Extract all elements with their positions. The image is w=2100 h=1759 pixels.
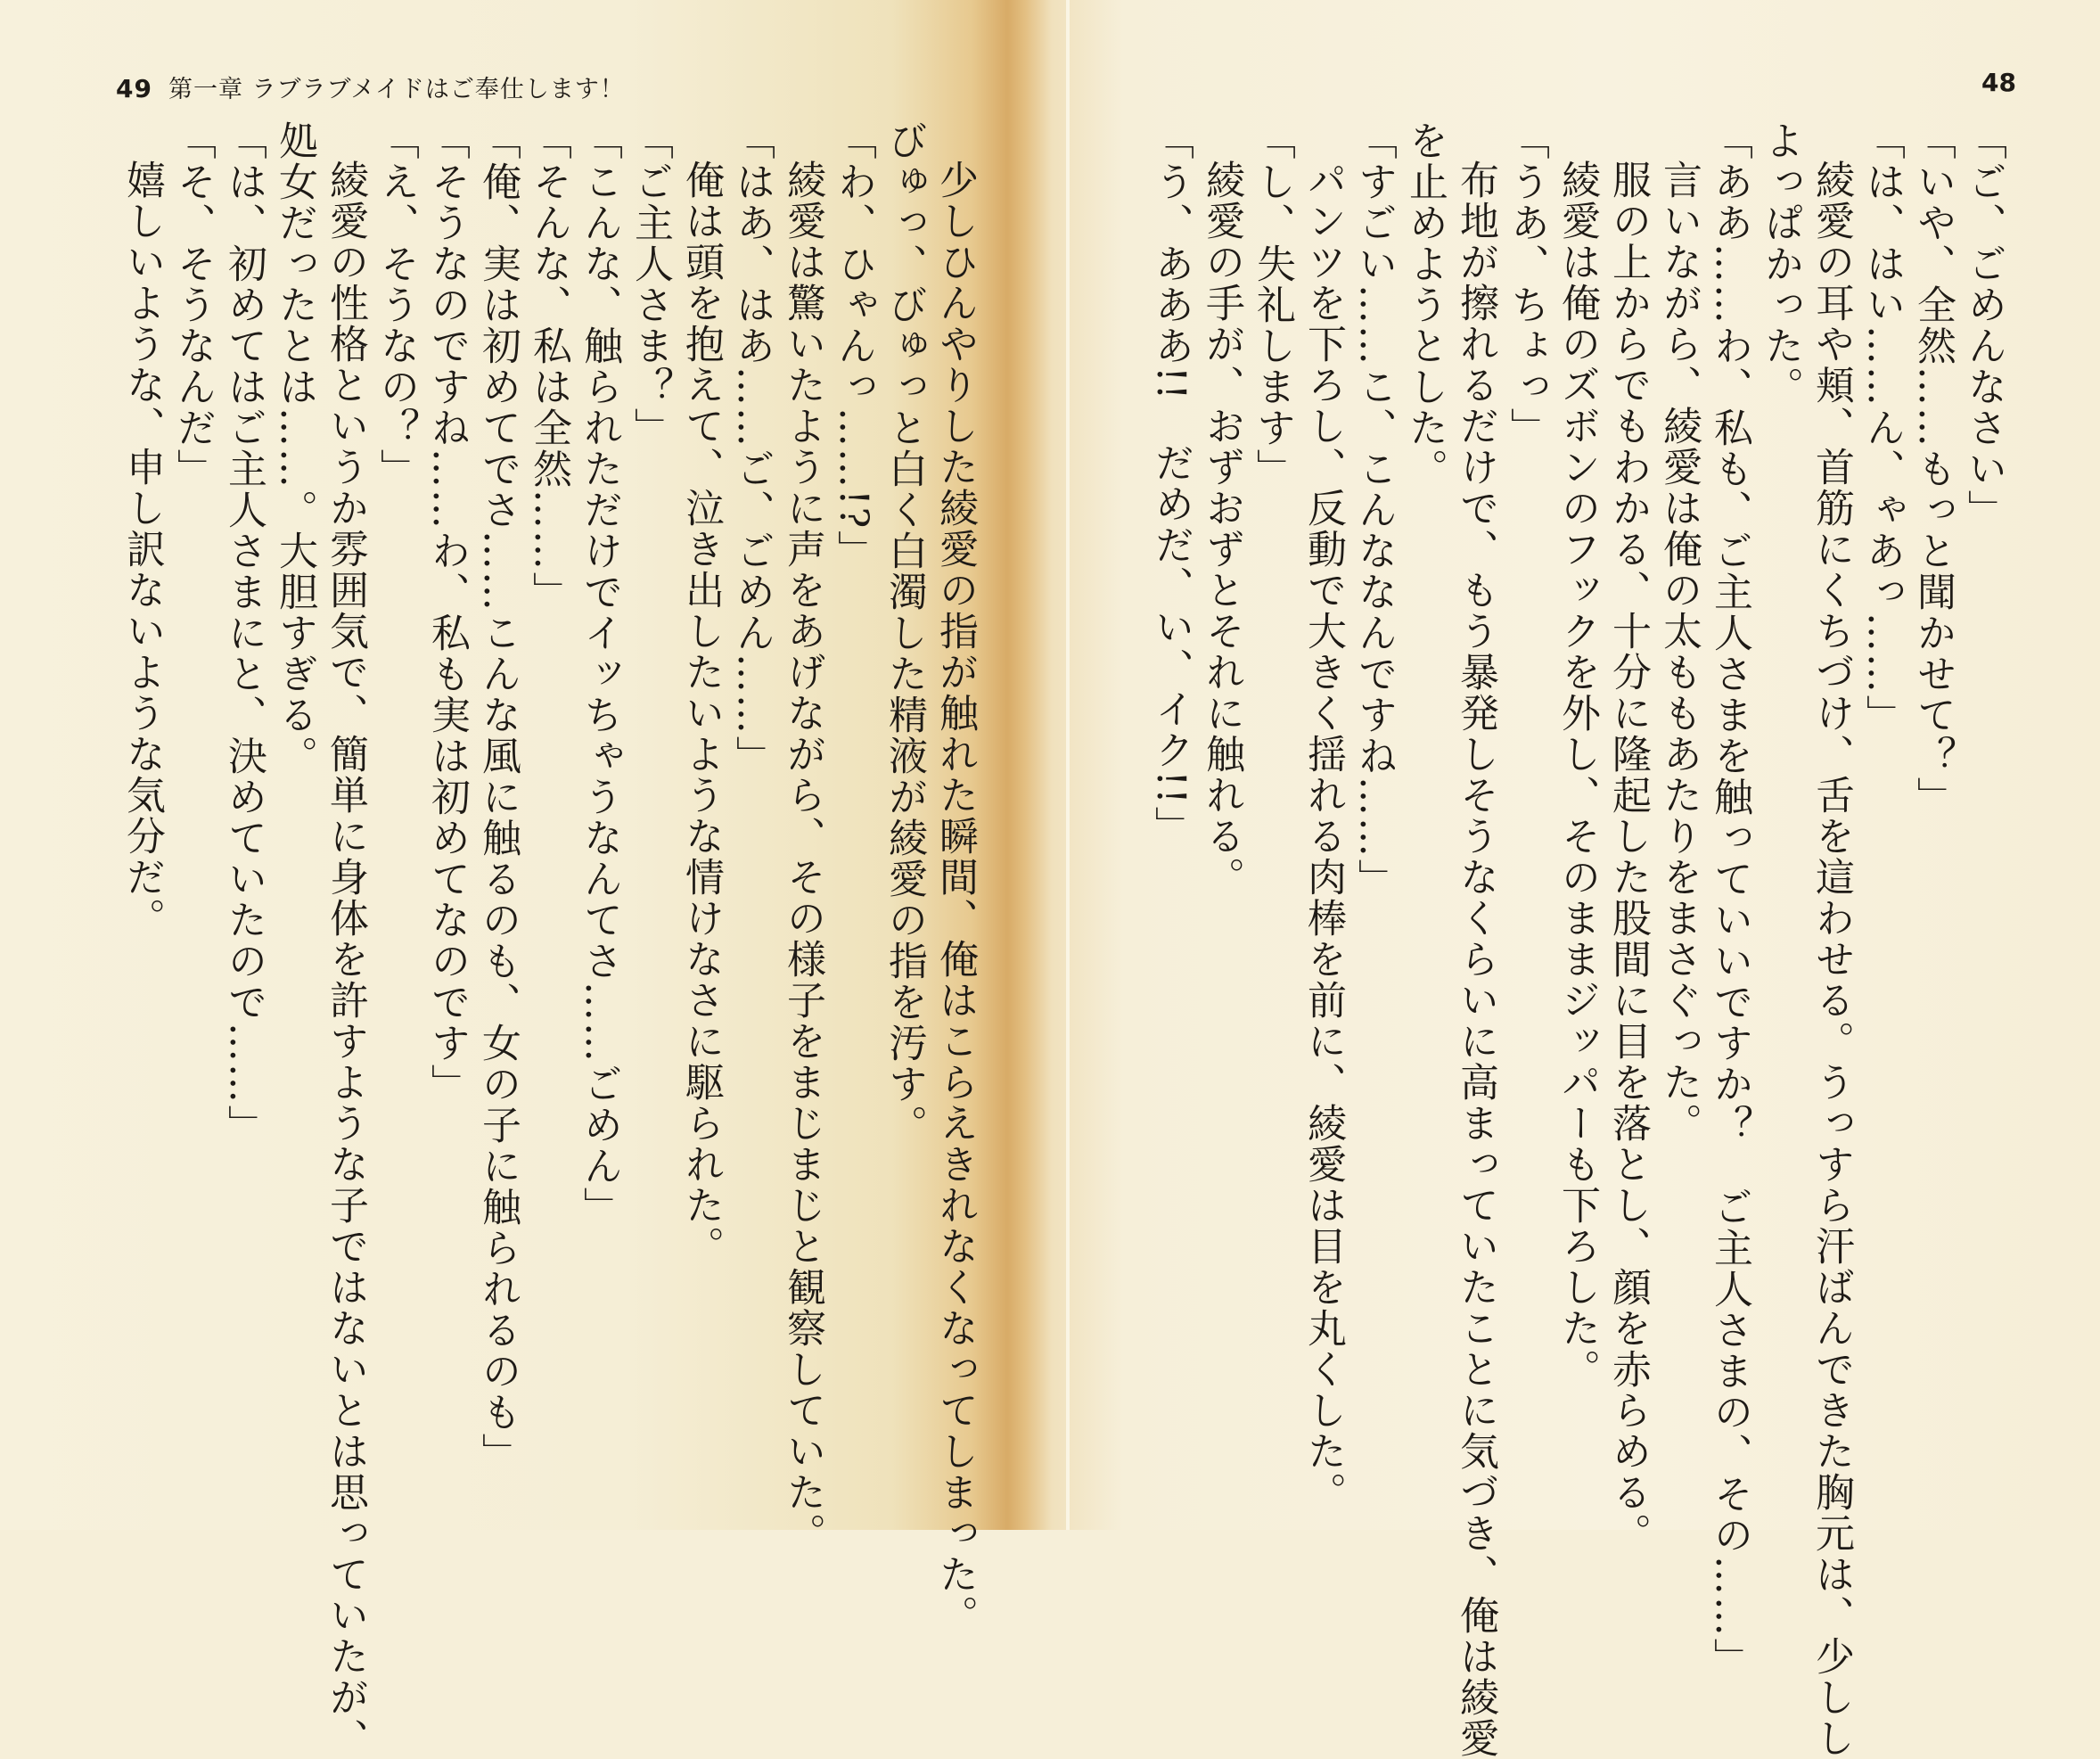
text-line: 「は、初めてはご主人さまにと、決めていたので……」 [221, 120, 267, 1146]
text-line: を止めようとした。 [1402, 120, 1448, 489]
text-line: 少しひんやりした綾愛の指が触れた瞬間、俺はこらえきれなくなってしまった。 [932, 160, 978, 1636]
text-line: 「そんな、私は全然……」 [526, 120, 571, 612]
text-line: 「し、失礼します」 [1250, 120, 1295, 489]
text-line: 「うあ、ちょっ」 [1504, 120, 1549, 448]
text-line: 「そ、そうなんだ」 [170, 120, 216, 489]
text-line: 布地が擦れるだけで、もう暴発しそうなくらいに高まっていたことに気づき、俺は綾愛 [1453, 160, 1498, 1759]
text-line: 「わ、ひゃんっ……!?」 [831, 120, 876, 571]
text-line: よっぱかった。 [1758, 120, 1803, 407]
text-line: 「そうなのですね……わ、私も実は初めてなのです」 [424, 120, 470, 1105]
running-head [116, 70, 625, 104]
text-line: 「は、はい……ん、ゃあっ……」 [1859, 120, 1905, 736]
text-line: 「ご、ごめんなさい」 [1961, 120, 2006, 530]
text-line: 綾愛の手が、おずおずとそれに触れる。 [1199, 160, 1244, 898]
text-line: 「ご主人さま？」 [628, 120, 673, 448]
left-page-text [117, 120, 980, 1759]
text-line: 服の上からでもわかる、十分に隆起した股間に目を落とし、顔を赤らめる。 [1605, 160, 1651, 1554]
text-line: 綾愛は驚いたように声をあげながら、その様子をまじまじと観察していた。 [780, 160, 825, 1554]
text-line: 綾愛の性格というか雰囲気で、簡単に身体を許すような子ではないとは思っていたが、 [323, 160, 368, 1759]
text-line: 「え、そうなの？」 [373, 120, 419, 489]
right-page-text [1145, 120, 2009, 1759]
text-line: 「いや、全然……もっと聞かせて？」 [1910, 120, 1956, 818]
text-line: 「こんな、触られただけでイッちゃうなんてさ……ごめん」 [577, 120, 622, 1228]
left-page-number: 49 [116, 74, 152, 103]
text-line: 「ああ……わ、私も、ご主人さまを触っていいですか？ ご主人さまの、その……」 [1707, 120, 1752, 1679]
text-line: 綾愛は俺のズボンのフックを外し、そのままジッパーも下ろした。 [1554, 160, 1600, 1390]
text-line: 綾愛の耳や頬、首筋にくちづけ、舌を這わせる。うっすら汗ばんできた胸元は、少しし [1809, 160, 1854, 1759]
text-line: びゅっ、びゅっと白く白濁した精液が綾愛の指を汚す。 [882, 120, 927, 1146]
text-line: 「はあ、はあ……ご、ごめん……」 [729, 120, 775, 777]
chapter-title: 第一章 ラブラブメイドはご奉仕します！ [168, 76, 625, 103]
text-line: 処女だったとは……。大胆すぎる。 [272, 120, 317, 777]
text-line: 「すごい……こ、こんななんですね……」 [1351, 120, 1397, 900]
right-page-number: 48 [1981, 68, 2016, 97]
text-line: 俺は頭を抱えて、泣き出したいような情けなさに駆られた。 [678, 160, 724, 1267]
text-line: 言いながら、綾愛は俺の太ももあたりをまさぐった。 [1656, 160, 1702, 1144]
right-page [1070, 0, 2100, 1759]
text-line: 「う、あああ!! だめだ、い、イク!!」 [1148, 120, 1194, 847]
text-line: パンツを下ろし、反動で大きく揺れる肉棒を前に、綾愛は目を丸くした。 [1300, 160, 1346, 1513]
text-line: 「俺、実は初めてでさ……こんな風に触るのも、女の子に触られるのも」 [475, 120, 521, 1474]
text-line: 嬉しいような、申し訳ないような気分だ。 [119, 160, 165, 939]
